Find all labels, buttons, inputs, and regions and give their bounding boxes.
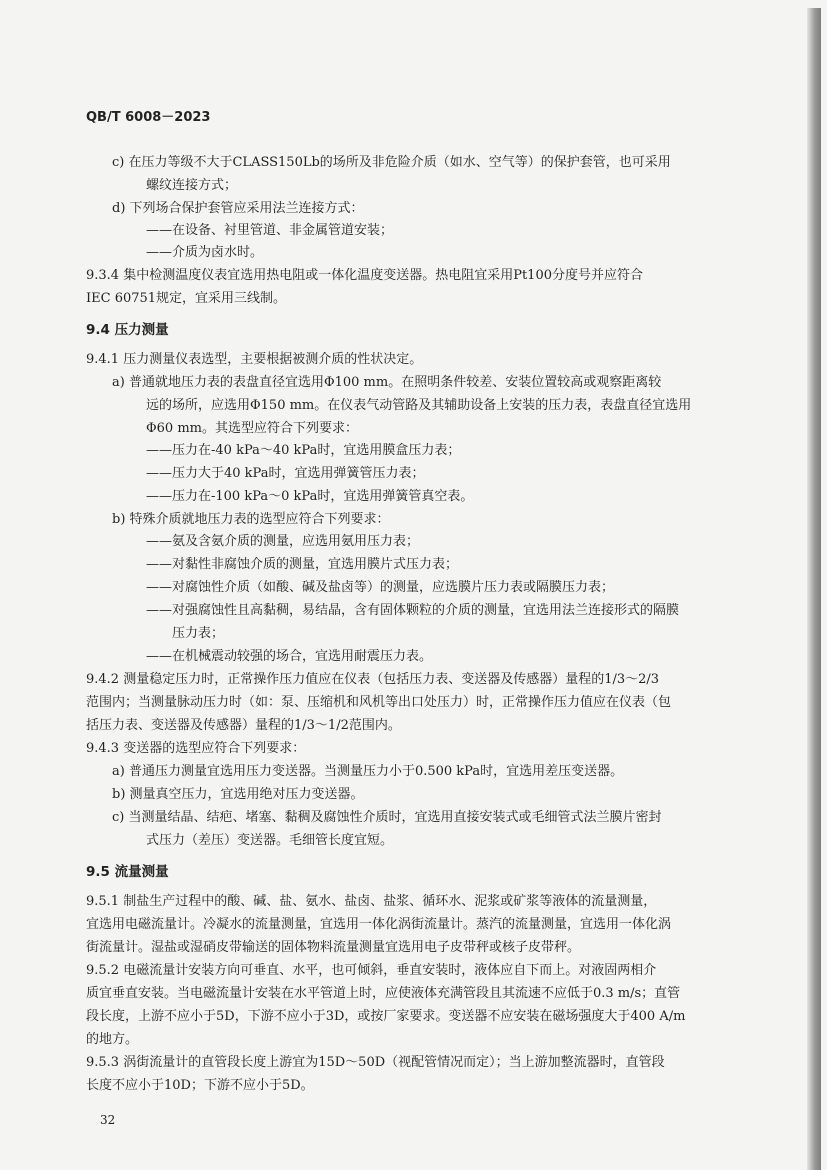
text-line: 9.5.3 涡街流量计的直管段长度上游宜为15D～50D（视配管情况而定）；当上游加整流器时，直管段 bbox=[86, 1055, 665, 1070]
text-line: 宜选用电磁流量计。冷凝水的流量测量，宜选用一体化涡街流量计。蒸汽的流量测量，宜选用一体化涡 bbox=[86, 917, 672, 932]
text-line: 9.5.1 制盐生产过程中的酸、碱、盐、氨水、盐卤、盐浆、循环水、泥浆或矿浆等液体的流量测量， bbox=[86, 894, 657, 909]
text-line: 长度不应小于10D；下游不应小于5D。 bbox=[86, 1078, 314, 1093]
text-line: 式压力（差压）变送器。毛细管长度宜短。 bbox=[146, 833, 394, 848]
text-line: d) 下列场合保护套管应采用法兰连接方式： bbox=[112, 201, 364, 216]
section-heading: 9.5 流量测量 bbox=[86, 864, 169, 880]
scan-page-edge bbox=[807, 8, 821, 1170]
text-line: 街流量计。湿盐或湿硝皮带输送的固体物料流量测量宜选用电子皮带秤或核子皮带秤。 bbox=[86, 940, 581, 955]
text-line: ——氨及含氨介质的测量，应选用氨用压力表； bbox=[146, 534, 420, 549]
text-line: 9.4.1 压力测量仪表选型，主要根据被测介质的性状决定。 bbox=[86, 352, 423, 367]
text-line: 螺纹连接方式； bbox=[146, 178, 238, 193]
text-line: 段长度，上游不应小于5D，下游不应小于3D，或按厂家要求。变送器不应安装在磁场强度大于400 A/m bbox=[86, 1009, 686, 1024]
text-line: ——压力在-100 kPa～0 kPa时，宜选用弹簧管真空表。 bbox=[146, 489, 474, 504]
text-line: c) 在压力等级不大于CLASS150Lb的场所及非危险介质（如水、空气等）的保护套管，也可采用 bbox=[112, 155, 671, 170]
text-line: 9.5.2 电磁流量计安装方向可垂直、水平，也可倾斜，垂直安装时，液体应自下而上。对液固两相介 bbox=[86, 963, 657, 978]
text-line: ——对腐蚀性介质（如酸、碱及盐卤等）的测量，应选膜片压力表或隔膜压力表； bbox=[146, 580, 615, 595]
standard-code-header: QB/T 6008－2023 bbox=[86, 110, 211, 125]
text-line: ——对黏性非腐蚀介质的测量，宜选用膜片式压力表； bbox=[146, 557, 459, 572]
text-line: c) 当测量结晶、结疤、堵塞、黏稠及腐蚀性介质时，宜选用直接安装式或毛细管式法兰膜片密封 bbox=[112, 810, 662, 825]
text-line: 压力表； bbox=[172, 626, 225, 641]
text-line: 范围内；当测量脉动压力时（如：泵、压缩机和风机等出口处压力）时，正常操作压力值应在仪表（包 bbox=[86, 695, 672, 710]
text-line: 9.4.3 变送器的选型应符合下列要求： bbox=[86, 741, 306, 756]
text-line: IEC 60751规定，宜采用三线制。 bbox=[86, 291, 287, 306]
text-line: Φ60 mm。其选型应符合下列要求： bbox=[146, 421, 358, 436]
text-line: b) 测量真空压力，宜选用绝对压力变送器。 bbox=[112, 787, 364, 802]
text-line: ——压力大于40 kPa时，宜选用弹簧管压力表； bbox=[146, 466, 425, 481]
text-line: a) 普通压力测量宜选用压力变送器。当测量压力小于0.500 kPa时，宜选用差压变送器。 bbox=[112, 764, 624, 779]
text-line: ——压力在-40 kPa～40 kPa时，宜选用膜盒压力表； bbox=[146, 443, 461, 458]
text-line: 质宜垂直安装。当电磁流量计安装在水平管道上时，应使液体充满管段且其流速不应低于0.3 m/s；直管 bbox=[86, 986, 681, 1001]
text-line: 的地方。 bbox=[86, 1032, 139, 1047]
text-line: ——在设备、衬里管道、非金属管道安装； bbox=[146, 223, 394, 238]
text-line: 括压力表、变送器及传感器）量程的1/3～1/2范围内。 bbox=[86, 718, 401, 733]
section-heading: 9.4 压力测量 bbox=[86, 322, 169, 338]
text-line: 9.3.4 集中检测温度仪表宜选用热电阻或一体化温度变送器。热电阻宜采用Pt100分度号并应符合 bbox=[86, 268, 643, 283]
text-line: ——在机械震动较强的场合，宜选用耐震压力表。 bbox=[146, 649, 433, 664]
text-line: 9.4.2 测量稳定压力时，正常操作压力值应在仪表（包括压力表、变送器及传感器）量程的1/3～2/3 bbox=[86, 672, 660, 687]
text-line: ——介质为卤水时。 bbox=[146, 245, 264, 260]
page-number: 32 bbox=[100, 1113, 116, 1127]
text-line: ——对强腐蚀性且高黏稠，易结晶，含有固体颗粒的介质的测量，宜选用法兰连接形式的隔膜 bbox=[146, 603, 680, 618]
text-line: 远的场所，应选用Φ150 mm。在仪表气动管路及其辅助设备上安装的压力表，表盘直径宜选用 bbox=[146, 398, 692, 413]
text-line: b) 特殊介质就地压力表的选型应符合下列要求： bbox=[112, 512, 390, 527]
text-line: a) 普通就地压力表的表盘直径宜选用Φ100 mm。在照明条件较差、安装位置较高或观察距离较 bbox=[112, 375, 662, 390]
